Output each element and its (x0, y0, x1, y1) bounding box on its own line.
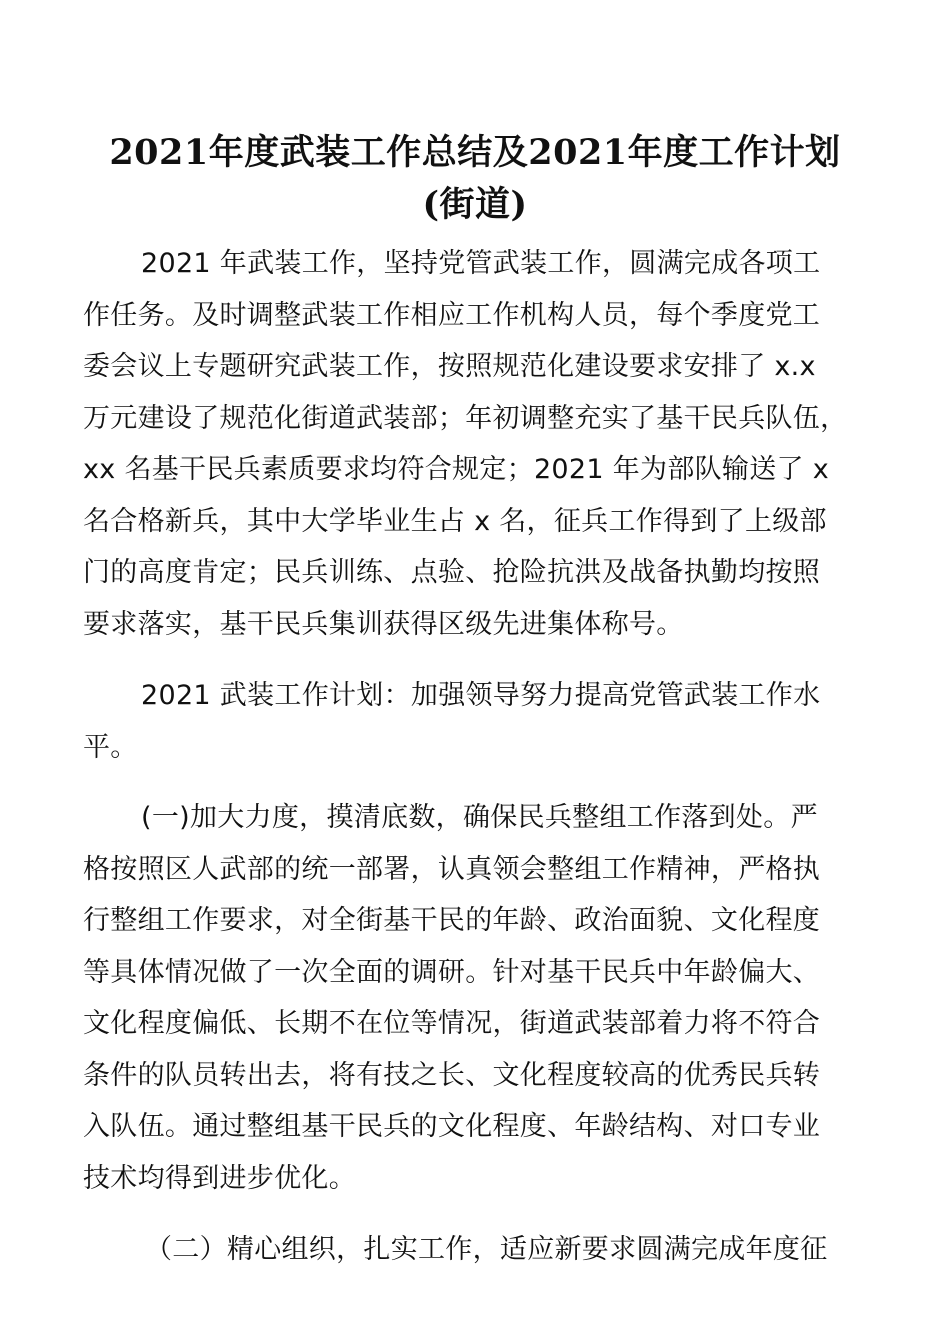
paragraph-line: 要求落实，基干民兵集训获得区级先进集体称号。 (83, 608, 684, 640)
paragraph-line: 作任务。及时调整武装工作相应工作机构人员，每个季度党工 (83, 299, 821, 331)
paragraph-line: 行整组工作要求，对全街基干民的年龄、政治面貌、文化程度 (83, 905, 821, 936)
paragraph-line: 名合格新兵，其中大学毕业生占 x 名，征兵工作得到了上级部 (83, 505, 827, 537)
paragraph-section-two (83, 1224, 883, 1276)
paragraph-line: 门的高度肯定；民兵训练、点验、抢险抗洪及战备执勤均按照 (83, 557, 821, 588)
document-title: 2021年度武装工作总结及2021年度工作计划 (109, 132, 841, 173)
paragraph-line: 2021 武装工作计划：加强领导努力提高党管武装工作水 (141, 680, 821, 711)
paragraph-line: (一)加大力度，摸清底数，确保民兵整组工作落到处。严 (141, 802, 818, 833)
paragraph-line: 平。 (83, 731, 138, 763)
paragraph-line: xx 名基干民兵素质要求均符合规定；2021 年为部队输送了 x (83, 454, 829, 485)
document-subtitle: (街道) (422, 184, 528, 225)
paragraph-line: （二）精心组织，扎实工作，适应新要求圆满完成年度征 (145, 1234, 828, 1265)
paragraph-section-one (83, 792, 883, 1204)
paragraph-line: 条件的队员转出去，将有技之长、文化程度较高的优秀民兵转 (83, 1059, 821, 1091)
paragraph-line: 2021 年武装工作，坚持党管武装工作，圆满完成各项工 (141, 248, 821, 279)
paragraph-plan (83, 670, 883, 773)
paragraph-line: 格按照区人武部的统一部署，认真领会整组工作精神，严格执 (83, 853, 821, 885)
paragraph-summary (83, 238, 883, 650)
paragraph-line: 万元建设了规范化街道武装部；年初调整充实了基干民兵队伍， (83, 402, 848, 434)
paragraph-line: 入队伍。通过整组基干民兵的文化程度、年龄结构、对口专业 (83, 1111, 821, 1142)
paragraph-line: 等具体情况做了一次全面的调研。针对基干民兵中年龄偏大、 (83, 956, 821, 988)
paragraph-line: 委会议上专题研究武装工作，按照规范化建设要求安排了 x.x (83, 351, 816, 382)
paragraph-line: 技术均得到进步优化。 (83, 1162, 356, 1194)
paragraph-line: 文化程度偏低、长期不在位等情况，街道武装部着力将不符合 (83, 1008, 821, 1039)
